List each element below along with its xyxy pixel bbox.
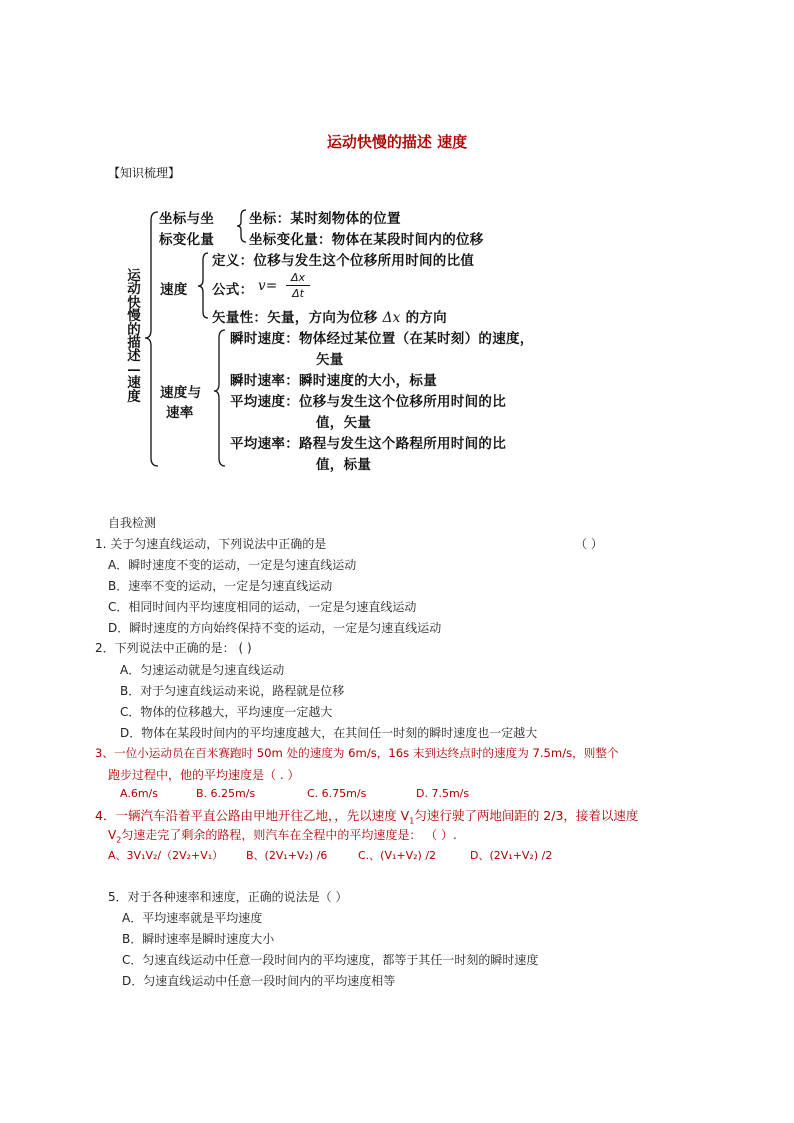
q4-line-2 [108,826,457,844]
velocity-label: 速度 [160,282,188,298]
vector-suffix: 的方向 [405,310,447,326]
root-char: 述 [127,348,141,365]
average-velocity: 平均速度：位移与发生这个位移所用时间的比 [230,394,506,410]
q1-option-d: D．瞬时速度的方向始终保持不变的运动，一定是匀速直线运动 [108,621,442,635]
coordinates-label-2: 标变化量 [159,232,215,248]
root-brace [145,212,158,466]
velocity-definition: 定义：位移与发生这个位移所用时间的比值 [212,253,475,269]
average-velocity-cont: 值，矢量 [316,415,372,431]
q2-option-b: B．对于匀速直线运动来说，路程就是位移 [120,684,345,698]
root-char: 慢 [127,308,141,325]
root-char: 快 [127,294,141,311]
self-check-header: 自我检测 [108,516,157,530]
root-char: 速 [127,375,141,392]
root-char: 运 [127,268,141,284]
q4-option-b: B、(2V₁+V₂) /6 [246,849,328,862]
root-char: 描 [127,335,141,352]
coordinates-brace [237,210,246,242]
section-header-knowledge: 【知识梳理】 [108,166,181,180]
vector-symbol: Δx [382,310,401,326]
q4-line-1 [95,806,638,826]
instant-velocity: 瞬时速度：物体经过某位置（在某时刻）的速度， [230,331,534,347]
q3-option-d: D. 7.5m/s [416,787,470,800]
instant-speed: 瞬时速率：瞬时速度的大小，标量 [230,373,437,389]
q3-option-a: A.6m/s [120,787,158,800]
fraction-bar [286,285,310,286]
velocity-formula-label: 公式： [212,282,254,298]
q4-line-1-a: 4．一辆汽车沿着平直公路由甲地开往乙地，，先以速度 V [95,808,410,823]
average-speed-cont: 值，标量 [316,457,372,473]
q2-stem: 2．下列说法中正确的是： ( ) [95,641,252,655]
q3-line-1: 3、一位小运动员在百米赛跑时 50m 处的速度为 6m/s，16s 末到达终点时的速度为 7.5m/s，则整个 [95,746,619,760]
concept-map-root [126,270,142,404]
q1-option-c: C．相同时间内平均速度相同的运动，一定是匀速直线运动 [108,600,417,614]
velocity-speed-brace [214,330,225,466]
q4-option-a: A、3V₁V₂/（2V₂+V₁） [108,849,224,862]
formula-denominator: Δt [292,287,304,300]
coordinates-label-1: 坐标与坐 [159,211,215,227]
q4-option-c: C.、(V₁+V₂) /2 [358,849,437,862]
average-speed: 平均速率：路程与发生这个路程所用时间的比 [230,436,506,452]
formula-numerator: Δx [290,271,306,284]
velocity-formula-lhs: v= [258,278,278,294]
q3-option-b: B. 6.25m/s [196,787,256,800]
page-title: 运动快慢的描述 速度 [326,133,468,151]
root-char: 动 [127,281,141,298]
q5-option-b: B．瞬时速率是瞬时速度大小 [122,932,275,946]
q3-option-c: C. 6.75m/s [307,787,367,800]
velocity-speed-label-1: 速度与 [160,385,202,401]
root-char: 度 [127,388,141,405]
velocity-vector-note [212,306,447,326]
q5-option-d: D．匀速直线运动中任意一段时间内的平均速度相等 [122,974,396,988]
q4-option-d: D、(2V₁+V₂) /2 [470,849,553,862]
q2-option-a: A．匀速运动就是匀速直线运动 [120,663,285,677]
vector-prefix: 矢量性：矢量，方向为位移 [212,310,378,326]
q4-line-2-a: V [108,828,117,842]
coordinates-item-1: 坐标：某时刻物体的位置 [249,211,401,227]
q4-line-1-b: 匀速行驶了两地间距的 2/3，接着以速度 [414,808,639,823]
velocity-speed-label-2: 速率 [166,405,194,421]
root-char: — [127,361,141,378]
q2-option-c: C．物体的位移越大，平均速度一定越大 [120,705,333,719]
q5-option-a: A．平均速率就是平均速度 [122,911,263,925]
q5-option-c: C．匀速直线运动中任意一段时间内的平均速度，都等于其任一时刻的瞬时速度 [122,953,539,967]
q2-option-d: D．物体在某段时间内的平均速度越大，在其间任一时刻的瞬时速度也一定越大 [120,726,538,740]
q3-line-2: 跑步过程中，他的平均速度是（ . ） [108,768,300,782]
velocity-brace [198,253,208,318]
q4-sub-1: 1 [409,816,415,826]
q1-option-a: A．瞬时速度不变的运动，一定是匀速直线运动 [108,558,357,572]
q4-line-2-b: 匀速走完了剩余的路程，则汽车在全程中的平均速度是： （ ）. [121,828,457,842]
q1-stem: 1. 关于匀速直线运动，下列说法中正确的是 [95,537,327,551]
root-char: 的 [127,321,141,338]
coordinates-item-2: 坐标变化量：物体在某段时间内的位移 [249,232,484,248]
q1-answer-paren: （ ） [575,537,603,551]
instant-velocity-cont: 矢量 [316,352,344,368]
q5-stem: 5．对于各种速率和速度，正确的说法是（ ） [108,890,348,904]
q4-sub-2: 2 [116,835,122,845]
q1-option-b: B．速率不变的运动，一定是匀速直线运动 [108,579,333,593]
